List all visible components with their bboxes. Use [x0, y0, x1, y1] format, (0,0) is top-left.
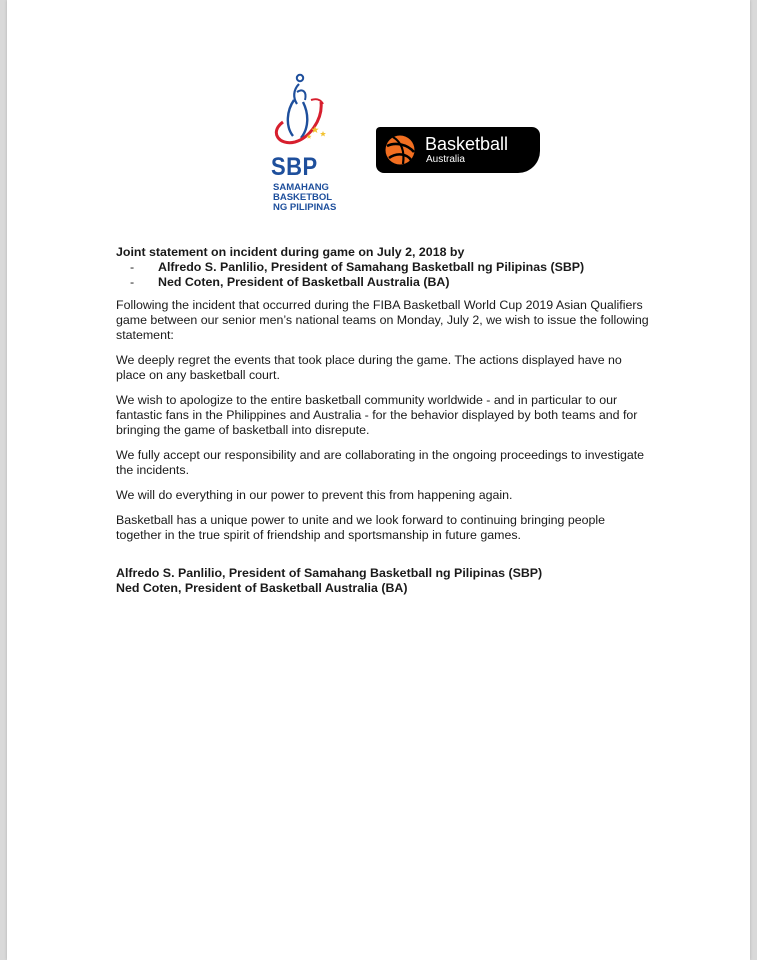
sbp-name-line: SAMAHANG: [273, 182, 329, 193]
statement-heading: Joint statement on incident during game on July 2, 2018 by: [116, 245, 465, 259]
signoff-block: [116, 566, 651, 596]
bullet-marker: -: [130, 275, 135, 289]
sbp-name-line: BASKETBOL: [273, 192, 333, 203]
document-page: [7, 0, 750, 960]
ba-title: Basketball: [425, 134, 509, 154]
list-item: [116, 275, 651, 290]
paragraph-prevention: We will do everything in our power to prevent this from happening again.: [116, 488, 513, 502]
sbp-name-line: NG PILIPINAS: [273, 202, 337, 213]
paragraph-apology: We wish to apologize to the entire basketball community worldwide - and in particular to our fantastic fans in the Philippines and Australia - for the behavior displayed by both teams and for bringing the game of basketball into disrepute.: [116, 393, 638, 437]
signoff-line: Ned Coten, President of Basketball Australia (BA): [116, 581, 408, 595]
basketball-australia-logo: [376, 127, 540, 173]
signatory-list: [116, 260, 651, 290]
sbp-emblem-icon: [263, 70, 353, 160]
ba-subtitle: Australia: [426, 154, 465, 165]
signoff-line: Alfredo S. Panlilio, President of Samahang Basketball ng Pilipinas (SBP): [116, 566, 543, 580]
statement-body: [116, 245, 651, 596]
bullet-marker: -: [130, 260, 135, 274]
signatory-name: Alfredo S. Panlilio, President of Samahang Basketball ng Pilipinas (SBP): [158, 260, 585, 274]
paragraph-regret: We deeply regret the events that took place during the game. The actions displayed have no place on any basketball court.: [116, 353, 622, 382]
paragraph-closing: Basketball has a unique power to unite and we look forward to continuing bringing people together in the true spirit of friendship and sportsmanship in future games.: [116, 513, 606, 542]
signatory-name: Ned Coten, President of Basketball Australia (BA): [158, 275, 450, 289]
basketball-icon: [383, 134, 417, 166]
sbp-full-name: [273, 183, 353, 213]
list-item: [116, 260, 651, 275]
sbp-logo: [263, 70, 353, 220]
paragraph-responsibility: We fully accept our responsibility and are collaborating in the ongoing proceedings to investigate the incidents.: [116, 448, 645, 477]
paragraph-intro: Following the incident that occurred during the FIBA Basketball World Cup 2019 Asian Qualifiers game between our senior men’s national teams on Monday, July 2, we wish to issue the following statement:: [116, 298, 649, 342]
sbp-abbreviation: SBP: [271, 152, 318, 181]
